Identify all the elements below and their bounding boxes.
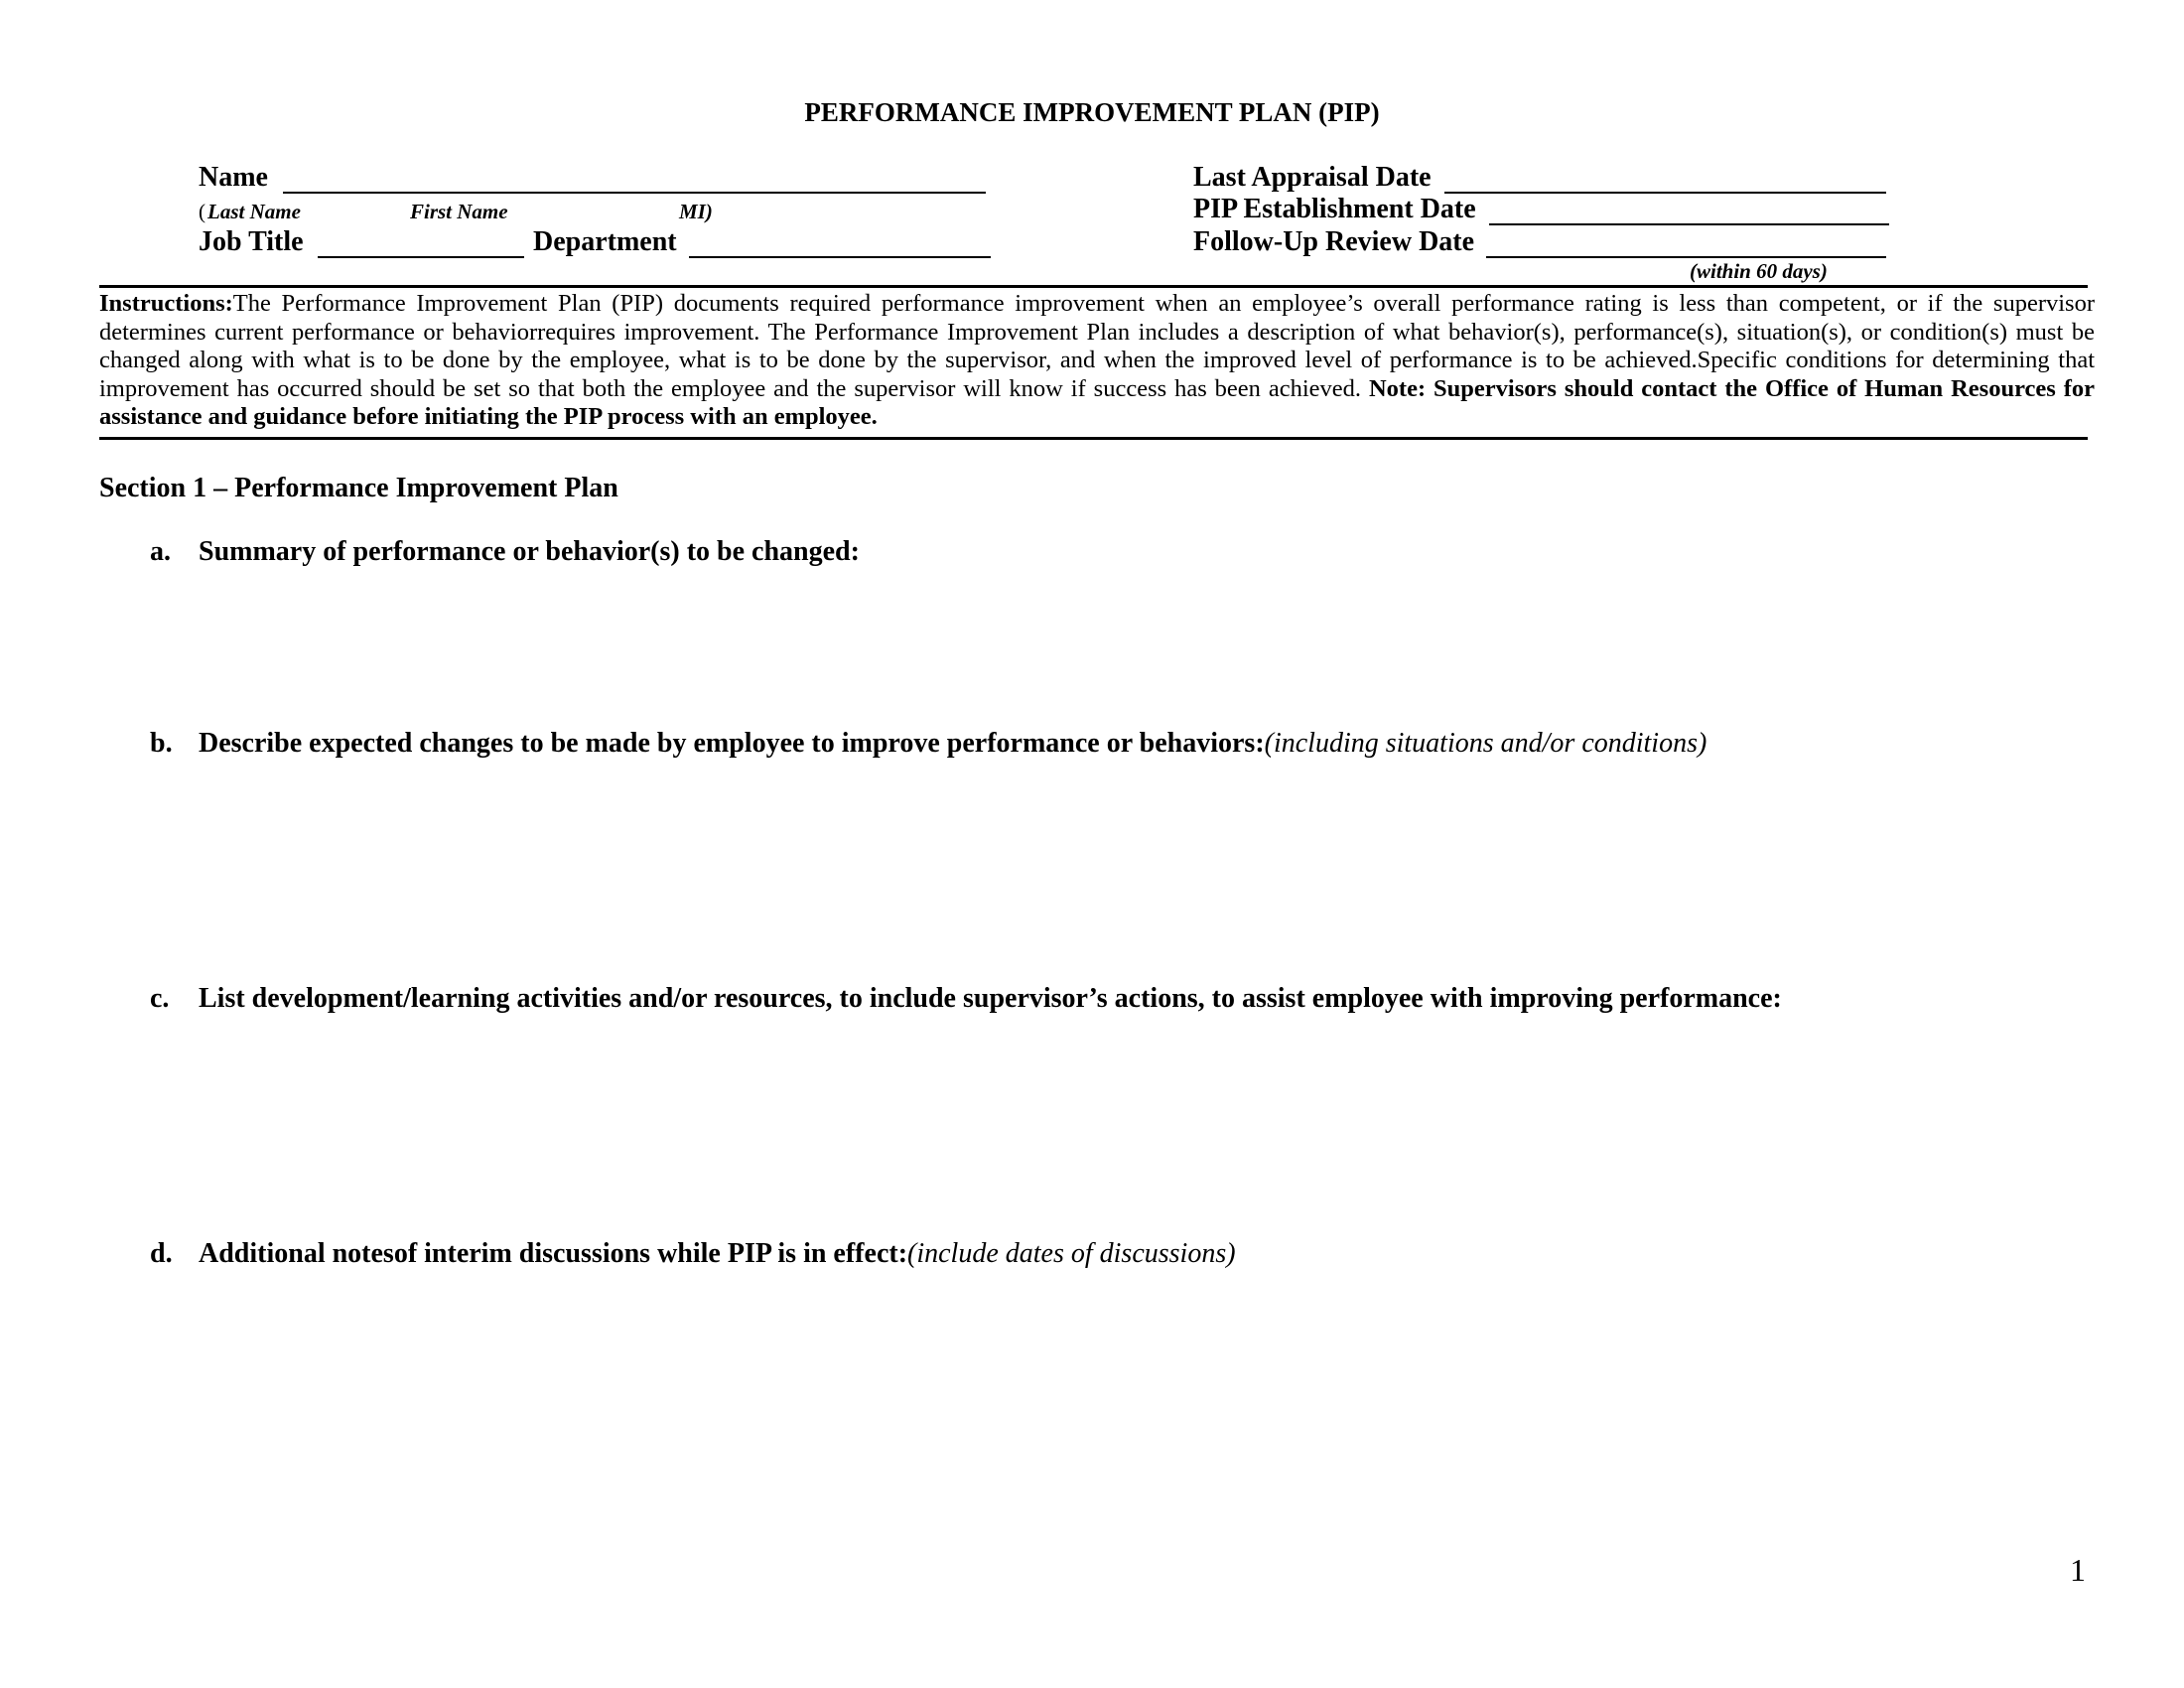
page-number: 1 xyxy=(2070,1552,2086,1588)
item-c-label: List development/learning activities and/or resources, to include supervisor’s actions, to assist employee with improving performance: xyxy=(199,983,1782,1014)
instructions-bottom-rule xyxy=(99,437,2088,440)
job-title-label: Job Title xyxy=(199,226,304,257)
item-a-letter: a. xyxy=(150,536,171,567)
instructions-body: The Performance Improvement Plan (PIP) documents required performance improvement when an employee’s overall performance rating is less than competent, or if the supervisor determines current performance or behaviorrequires improvement. The Performance Improvement Plan includes a description of what behavior(s), performance(s), situation(s), or condition(s) must be changed along with what is to be done by the employee, what is to be done by the supervisor, and when the improved level of performance is to be achieved.Specific conditions for determining that improvement has occurred should be set so that both the employee and the supervisor will know if success has been achieved. xyxy=(99,290,2095,402)
item-d-letter: d. xyxy=(150,1238,173,1269)
instructions xyxy=(99,290,2095,432)
item-c-text xyxy=(199,983,1782,1015)
follow-up-label: Follow-Up Review Date xyxy=(1193,226,1475,257)
first-name-caption: First Name xyxy=(410,200,508,223)
last-name-caption: Last Name xyxy=(207,200,301,223)
last-appraisal-label: Last Appraisal Date xyxy=(1193,162,1432,193)
item-b-label: Describe expected changes to be made by employee to improve performance or behaviors: xyxy=(199,728,1265,759)
pip-establishment-field[interactable] xyxy=(1489,223,1889,225)
follow-up-note: (within 60 days) xyxy=(1690,259,1828,283)
item-b-hint: (including situations and/or conditions) xyxy=(1264,728,1707,759)
item-a-response-area[interactable] xyxy=(199,576,2085,715)
item-a-text xyxy=(199,536,860,568)
item-d-text xyxy=(199,1238,1236,1270)
item-d-hint: (include dates of discussions) xyxy=(907,1238,1236,1269)
last-appraisal-field[interactable] xyxy=(1444,192,1886,194)
name-label: Name xyxy=(199,162,268,193)
name-sub-paren: ( xyxy=(199,200,205,223)
page-title: PERFORMANCE IMPROVEMENT PLAN (PIP) xyxy=(804,97,1380,127)
item-b-text xyxy=(199,728,1706,760)
department-label: Department xyxy=(533,226,677,257)
mi-caption: MI) xyxy=(679,200,713,223)
department-field[interactable] xyxy=(689,256,991,258)
instructions-lead: Instructions: xyxy=(99,290,233,317)
item-c-letter: c. xyxy=(150,983,170,1014)
job-title-field[interactable] xyxy=(318,256,524,258)
item-d-label: Additional notesof interim discussions while PIP is in effect: xyxy=(199,1238,908,1269)
item-b-letter: b. xyxy=(150,728,173,759)
item-a-label: Summary of performance or behavior(s) to be changed: xyxy=(199,536,860,567)
section-title: Section 1 – Performance Improvement Plan xyxy=(99,473,618,503)
pip-establishment-label: PIP Establishment Date xyxy=(1193,194,1476,224)
instructions-note: Note: Supervisors should contact the Office of Human Resources for assistance and guidance before initiating the PIP process with an employee. xyxy=(99,374,2095,430)
item-b-response-area[interactable] xyxy=(199,768,2085,966)
instructions-top-rule xyxy=(99,285,2088,288)
item-c-response-area[interactable] xyxy=(199,1023,2085,1221)
name-field[interactable] xyxy=(283,192,986,194)
follow-up-field[interactable] xyxy=(1486,256,1886,258)
item-d-response-area[interactable] xyxy=(199,1278,2085,1526)
